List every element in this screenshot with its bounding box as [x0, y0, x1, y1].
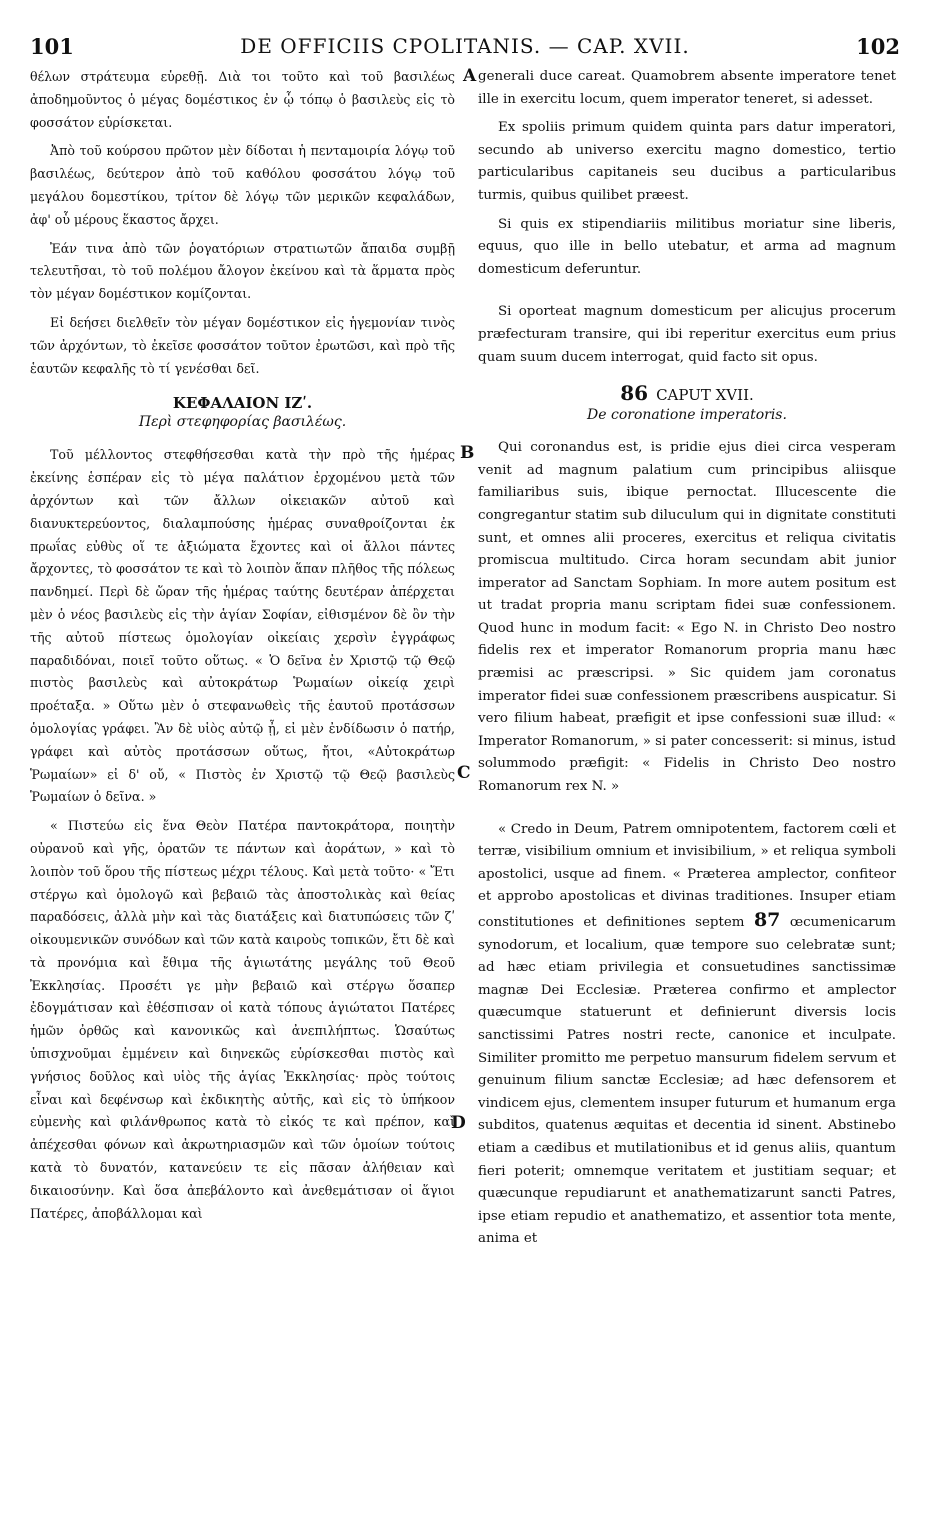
- greek-paragraph: Ἐάν τινα ἀπὸ τῶν ῥογατόριων στρατιωτῶν ἄπαιδα συμβῇ τελευτῆσαι, τὸ τοῦ πολέμου ἄλογον ἐκείνου καὶ τὰ ἅρματα πρὸς τὸν μέγαν δομέστικον κομίζονται.: [30, 240, 455, 302]
- latin-paragraph: Si quis ex stipendiariis militibus moriatur sine liberis, equus, quo ille in bello utebatur, et arma ad magnum domesticum deferuntur.: [478, 216, 896, 277]
- latin-chapter-title: [478, 381, 896, 405]
- page-number-left: 101: [30, 34, 74, 59]
- latin-paragraph: generali duce careat. Quamobrem absente imperatore tenet ille in exercitu locum, quem imperator teneret, si adesset.: [478, 69, 896, 107]
- greek-paragraph: Εἰ δεήσει διελθεῖν τὸν μέγαν δομέστικον εἰς ἡγεμονίαν τινὸς τῶν ἀρχόντων, τὸ ἐκεῖσε φοσσάτον τοῦτον ἐρωτῶσι, καὶ πρὸ τῆς ἑαυτῶν κεφαλῆς τὸ τί γενέσθαι δεῖ.: [30, 314, 455, 376]
- running-title: DE OFFICIIS CPOLITANIS. — CAP. XVII.: [240, 34, 690, 58]
- margin-letter-c: C: [457, 763, 471, 783]
- greek-paragraph: Ἀπὸ τοῦ κούρσου πρῶτον μὲν δίδοται ἡ πενταμοιρία λόγῳ τοῦ βασιλέως, δεύτερον ἀπὸ τοῦ καθόλου φοσσάτου λόγῳ τοῦ μεγάλου δομεστίκου, τρίτον δὲ λόγῳ τῶν μερικῶν κεφαλάδων, ἀφ' οὗ μέρους ἕκαστος ἄρχει.: [30, 143, 455, 227]
- greek-chapter-subtitle: Περὶ στεφηφορίας βασιλέως.: [138, 414, 347, 431]
- latin-paragraph: [478, 819, 896, 1251]
- greek-paragraph: Τοῦ μέλλοντος στεφθήσεσθαι κατὰ τὴν πρὸ τῆς ἡμέρας ἐκείνης ἑσπέραν εἰς τὸ μέγα παλάτιον ἐρχομένου μετὰ τῶν ἀρχόντων καὶ τῶν ἄλλων οἰκειακῶν αὐτοῦ καὶ διανυκτερεύοντος, διαλαμπούσης ἡμέρας συναθροίζονται ἐκ πρωΐας εὐθὺς οἵ τε ἀξιώματα ἔχοντες καὶ οἱ ἄλλοι πάντες ἄρχοντες, τὸ φοσσάτον τε καὶ τὸ λοιπὸν ἅπαν πλῆθος τῆς πόλεως πανδημεί. Περὶ δὲ ὥραν τῆς ἡμέρας ταύτης δευτέραν ἀπέρχεται μὲν ὁ νέος βασιλεὺς εἰς τὴν ἁγίαν Σοφίαν, εἰθισμένον δὲ ὂν τὴν τῆς αὐτοῦ πίστεως ὁμολογίαν οἰκείαις χερσὶν ἐγγράφως παραδιδόναι, ποιεῖ τοῦτο οὕτως. « Ὁ δεῖνα ἐν Χριστῷ τῷ Θεῷ πιστὸς βασιλεὺς καὶ αὐτοκράτωρ Ῥωμαίων οἰκείᾳ χειρὶ προέταξα. » Οὕτω μὲν ὁ στεφανωθεὶς τῆς ἑαυτοῦ προτάσσων ὁμολογίας γράφει. Ἂν δὲ υἱὸς αὐτῷ ᾖ, εἰ μὲν ἐνδίδωσιν ὁ πατήρ, γράφει καὶ αὐτὸς προτάσσων οὕτως, ἤτοι, «Αὐτοκράτωρ Ῥωμαίων» εἰ δ' οὔ, « Πιστὸς ἐν Χριστῷ τῷ Θεῷ βασιλεὺς Ῥωμαίων ὁ δεῖνα. »: [30, 447, 455, 805]
- greek-paragraph: θέλων στράτευμα εὑρεθῇ. Διὰ τοι τοῦτο καὶ τοῦ βασιλέως ἀποδημοῦντος ὁ μέγας δομέστικος ἐν ᾧ τόπῳ ὁ βασιλεὺς εἰς τὸ φοσσάτον εὑρίσκεται.: [30, 69, 455, 130]
- greek-column: [30, 66, 455, 1231]
- latin-paragraph: Qui coronandus est, is pridie ejus diei circa vesperam venit ad magnum palatium cum principibus aliisque familiaribus suis, ibique pernoctat. Illucescente die congregantur statim sub diluculum qui in dignitate constituti sunt, et omnes alii proceres, exercitus et reliqua civitatis promiscua multitudo. Circa horam secundam abit junior imperator ad Sanctam Sophiam. In more autem positum est ut tradat propria manu scriptam fidei suæ confessionem. Quod hunc in modum facit: « Ego N. in Christo Deo nostro fidelis rex et imperator Romanorum propria manu hæc præmisi ac præscripsi. » Sic quidem jam coronatus imperator fidei suæ confessionem præscribens auspicatur. Si vero filium habeat, præfigit et ipse confessioni suæ illud: « Imperator Romanorum, » si pater concesserit: si minus, istud solummodo præfigit: « Fidelis in Christo Deo nostro Romanorum rex N. »: [478, 440, 896, 795]
- latin-chapter-label: CAPUT XVII.: [656, 386, 754, 405]
- greek-paragraph: « Πιστεύω εἰς ἕνα Θεὸν Πατέρα παντοκράτορα, ποιητὴν οὐρανοῦ καὶ γῆς, ὁρατῶν τε πάντων καὶ ἀοράτων, » καὶ τὸ λοιπὸν τοῦ ὅρου τῆς πίστεως μέχρι τέλους. Καὶ μετὰ τοῦτο· « Ἔτι στέργω καὶ ὁμολογῶ καὶ βεβαιῶ τὰς ἀποστολικὰς καὶ θείας παραδόσεις, ἀλλὰ μὴν καὶ τὰς διατάξεις καὶ διατυπώσεις τῶν ζʹ οἰκουμενικῶν συνόδων καὶ τῶν κατὰ καιροὺς τοπικῶν, ἔτι δὲ καὶ τὰ προνόμια καὶ ἔθιμα τῆς ἁγιωτάτης μεγάλης τοῦ Θεοῦ Ἐκκλησίας. Προσέτι γε μὴν βεβαιῶ καὶ στέργω ὅσαπερ ἐδογμάτισαν καὶ ἐθέσπισαν οἱ κατὰ τόπους ἁγιώτατοι Πατέρες ἡμῶν ὀρθῶς καὶ κανονικῶς καὶ ἀνεπιλήπτως. Ὡσαύτως ὑπισχνοῦμαι ἐμμένειν καὶ διηνεκῶς εὑρίσκεσθαι πιστὸς καὶ γνήσιος δοῦλος καὶ υἱὸς τῆς ἁγίας Ἐκκλησίας· πρὸς τούτοις εἶναι καὶ δεφένσωρ καὶ ἐκδικητὴς αὐτῆς, καὶ εἰς τὸ ὑπήκοον εὐμενὴς καὶ φιλάνθρωπος κατὰ τὸ εἰκός τε καὶ πρέπον, καὶ ἀπέχεσθαι φόνων καὶ ἀκρωτηριασμῶν καὶ τῶν ὁμοίων τούτοις κατὰ τὸ δυνατόν, κατανεύειν τε εἰς πᾶσαν ἀλήθειαν καὶ δικαιοσύνην. Καὶ ὅσα ἀπεβάλοντο καὶ ἀνεθεμάτισαν οἱ ἅγιοι Πατέρες, ἀποβάλλομαι καὶ: [30, 818, 455, 1221]
- running-head: [30, 34, 900, 60]
- latin-text: « Credo in Deum, Patrem omnipotentem, factorem cœli et terræ, visibilium omnium et invisibilium, » et reliqua symboli apostolici, usque ad finem. « Præterea amplector, confiteor et approbo apostolicas et divinas traditiones. Insuper etiam constitutiones et definitiones septem: [478, 821, 896, 930]
- latin-column: [478, 66, 896, 1257]
- latin-chapter-subtitle: De coronatione imperatoris.: [587, 407, 787, 424]
- page-number-right: 102: [856, 34, 900, 59]
- original-page-number: 87: [753, 909, 781, 931]
- latin-paragraph: Ex spoliis primum quidem quinta pars datur imperatori, secundo ab universo exercitu magno domestico, tertio particularibus capitaneis seu ducibus a particularibus turmis, quibus quilibet præest.: [478, 120, 896, 203]
- margin-letter-a: A: [463, 66, 477, 86]
- latin-text: œcumenicarum synodorum, et localium, quæ tempore suo celebratæ sunt; ad hæc etiam privilegia et consuetudines sanctissimæ magnæ Dei Ecclesiæ. Præterea confirmo et amplector quæcumque statuerunt et definierunt diversis locis sanctissimi Patres nostri recte, canonice et inculpate. Similiter promitto me perpetuo mansurum fidelem servum et genuinum filium sanctæ Ecclesiæ; ad hæc defensorem et vindicem ejus, clementem insuper futurum et humanum erga subditos, quatenus æquitas et decentia id sinent. Abstinebo etiam a cædibus et mutilationibus et id genus aliis, quantum fieri poterit; omnemque veritatem et justitiam sequar; et quæcunque repudiarunt et anathematizarunt sancti Patres, ipse etiam repudio et anathematizo, et assentior tota mente, anima et: [478, 915, 896, 1247]
- margin-letter-d: D: [451, 1113, 466, 1133]
- margin-letter-b: B: [460, 443, 475, 463]
- greek-chapter-title: ΚΕΦΑΛΑΙΟΝ ΙΖʹ.: [172, 394, 313, 413]
- latin-paragraph: Si oporteat magnum domesticum per alicujus procerum præfecturam transire, qui ibi reperitur exercitus eum prius quam suum ducem interrogat, quid facto sit opus.: [478, 304, 896, 365]
- original-page-number: 86: [620, 381, 649, 406]
